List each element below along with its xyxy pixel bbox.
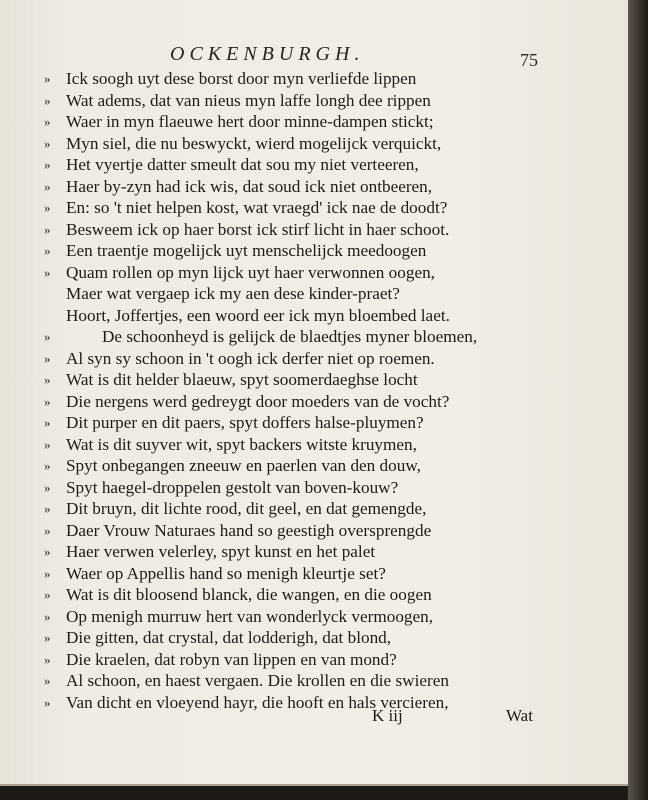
line-text: Spyt haegel-droppelen gestolt van boven-kouw? — [66, 477, 399, 497]
line-text: Wat adems, dat van nieus myn laffe longh dee rippen — [66, 90, 431, 110]
quote-mark: » — [44, 608, 51, 624]
poem-line — [44, 563, 564, 585]
quote-mark: » — [44, 372, 51, 387]
poem-line — [44, 455, 564, 477]
poem-line — [44, 498, 564, 520]
line-text: Het vyertje datter smeult dat sou my niet verteeren, — [66, 155, 419, 174]
quote-mark: » — [44, 243, 51, 258]
quote-mark: » — [44, 630, 51, 645]
line-text: Maer wat vergaep ick my aen dese kinder-praet? — [66, 284, 400, 303]
poem-line — [44, 584, 564, 606]
poem-line — [44, 477, 564, 499]
poem-line — [44, 434, 564, 456]
page-number: 75 — [520, 50, 538, 70]
line-text: Wat is dit bloosend blanck, die wangen, en die oogen — [66, 585, 432, 604]
quote-mark: » — [44, 92, 51, 108]
poem-line — [44, 369, 564, 391]
quote-mark: » — [44, 329, 51, 344]
quote-mark: » — [44, 114, 51, 129]
line-text: Wat is dit suyver wit, spyt backers witste kruymen, — [66, 434, 417, 454]
line-text: En: so 't niet helpen kost, wat vraegd' ick nae de doodt? — [66, 198, 448, 217]
page-edge-shadow — [628, 0, 648, 800]
quote-mark: » — [44, 157, 51, 172]
poem-line — [44, 326, 564, 348]
quote-mark: » — [44, 415, 51, 430]
line-text: Daer Vrouw Naturaes hand so geestigh oversprengde — [66, 520, 432, 540]
poem-line — [44, 391, 564, 413]
running-head: OCKENBURGH. — [170, 43, 365, 65]
line-text: Dit bruyn, dit lichte rood, dit geel, en dat gemengde, — [66, 499, 427, 518]
line-text: Al syn sy schoon in 't oogh ick derfer niet op roemen. — [66, 348, 435, 368]
line-text: Al schoon, en haest vergaen. Die krollen en die swieren — [66, 671, 449, 690]
quote-mark: » — [44, 436, 51, 452]
line-text: Besweem ick op haer borst ick stirf licht in haer schoot. — [66, 219, 450, 239]
poem-line — [44, 90, 564, 112]
line-text: Op menigh murruw hert van wonderlyck vermoogen, — [66, 606, 434, 626]
quote-mark: » — [44, 178, 51, 194]
poem-line — [44, 627, 564, 649]
poem-line — [44, 197, 564, 219]
poem-line — [44, 649, 564, 671]
poem-text — [44, 68, 564, 713]
quote-mark: » — [44, 501, 51, 516]
poem-line — [44, 219, 564, 241]
poem-line — [44, 68, 564, 90]
quote-mark: » — [44, 651, 51, 667]
line-text: Die gitten, dat crystal, dat lodderigh, dat blond, — [66, 628, 392, 647]
poem-line — [44, 412, 564, 434]
poem-line — [44, 133, 564, 155]
poem-line — [44, 520, 564, 542]
quote-mark: » — [44, 200, 51, 215]
signature-mark: K iij — [372, 706, 403, 725]
poem-line — [44, 262, 564, 284]
poem-line — [44, 670, 564, 692]
line-text: Waer in myn flaeuwe hert door minne-dampen stickt; — [66, 112, 434, 131]
line-text: Dit purper en dit paers, spyt doffers halse-pluymen? — [66, 413, 424, 432]
page-footer — [0, 706, 628, 730]
poem-line — [44, 154, 564, 176]
quote-mark: » — [44, 694, 51, 710]
poem-line — [44, 111, 564, 133]
poem-line — [44, 176, 564, 198]
line-text: Waer op Appellis hand so menigh kleurtje set? — [66, 563, 386, 583]
quote-mark: » — [44, 544, 51, 559]
line-text: Quam rollen op myn lijck uyt haer verwonnen oogen, — [66, 262, 435, 282]
line-text: Een traentje mogelijck uyt menschelijck meedoogen — [66, 241, 427, 260]
quote-mark: » — [44, 350, 51, 366]
quote-mark: » — [44, 458, 51, 473]
line-text: Wat is dit helder blaeuw, spyt soomerdaeghse locht — [66, 370, 418, 389]
quote-mark: » — [44, 522, 51, 538]
poem-line — [44, 240, 564, 262]
poem-line — [44, 305, 564, 327]
quote-mark: » — [44, 479, 51, 495]
line-text: Die kraelen, dat robyn van lippen en van mond? — [66, 649, 397, 669]
poem-line — [44, 348, 564, 370]
quote-mark: » — [44, 393, 51, 409]
quote-mark: » — [44, 71, 51, 86]
quote-mark: » — [44, 135, 51, 151]
quote-mark: » — [44, 587, 51, 602]
quote-mark: » — [44, 565, 51, 581]
line-text: Ick soogh uyt dese borst door myn verliefde lippen — [66, 69, 417, 88]
line-text: Van dicht en vloeyend hayr, die hooft en hals vercieren, — [66, 692, 449, 712]
quote-mark: » — [44, 673, 51, 688]
poem-line — [44, 606, 564, 628]
line-text: Haer verwen velerley, spyt kunst en het palet — [66, 542, 376, 561]
poem-line — [44, 283, 564, 305]
line-text: Die nergens werd gedreygt door moeders van de vocht? — [66, 391, 450, 411]
poem-line — [44, 541, 564, 563]
line-text: Myn siel, die nu beswyckt, wierd mogelijck verquickt, — [66, 133, 442, 153]
line-text: Spyt onbegangen zneeuw en paerlen van den douw, — [66, 456, 421, 475]
quote-mark: » — [44, 221, 51, 237]
line-text: De schoonheyd is gelijck de blaedtjes myner bloemen, — [102, 327, 478, 346]
line-text: Haer by-zyn had ick wis, dat soud ick niet ontbeeren, — [66, 176, 433, 196]
line-text: Hoort, Joffertjes, een woord eer ick myn bloembed laet. — [66, 305, 450, 325]
quote-mark: » — [44, 264, 51, 280]
catchword: Wat — [506, 706, 533, 725]
